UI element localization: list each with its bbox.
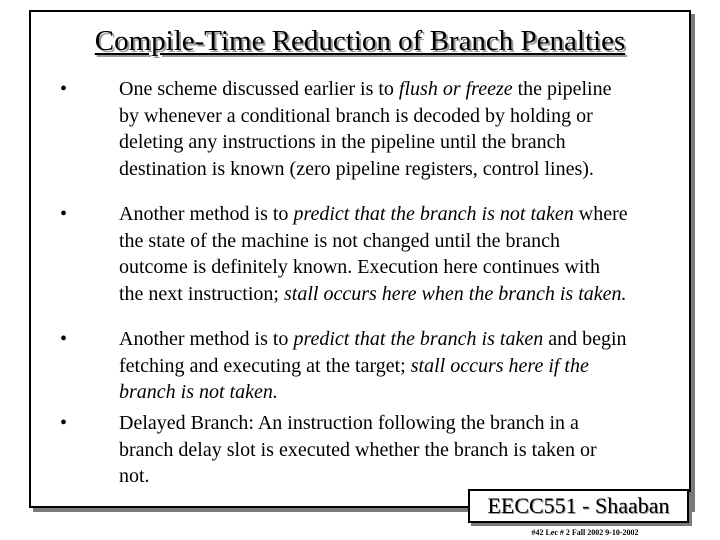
plain-text: not.	[119, 465, 150, 487]
plain-text: the state of the machine is not changed until the branch	[119, 229, 560, 252]
bullet-line	[119, 326, 690, 353]
emphasis-text: predict that the branch is not taken	[293, 203, 574, 225]
plain-text: by whenever a conditional branch is decoded by holding or	[119, 104, 593, 127]
course-footer-box: EECC551 - Shaaban	[468, 489, 689, 523]
bullet-dot: •	[60, 412, 68, 434]
plain-text: One scheme discussed earlier is to	[119, 78, 399, 100]
plain-text: fetching and executing at the target;	[119, 354, 411, 377]
bullet-line	[119, 437, 690, 464]
lecture-note: #42 Lec # 2 Fall 2002 9-10-2002	[531, 528, 639, 537]
bullet-line	[119, 410, 690, 437]
slide-frame	[29, 10, 691, 508]
bullet-flush-freeze	[60, 76, 690, 182]
bullet-line	[119, 353, 690, 380]
bullet-line	[119, 379, 690, 406]
slide-title: Compile-Time Reduction of Branch Penalties	[94, 25, 626, 57]
plain-text: the pipeline	[512, 78, 612, 100]
bullet-line	[119, 463, 690, 490]
plain-text: the next instruction;	[119, 282, 284, 305]
bullet-dot: •	[60, 328, 68, 350]
bullet-text	[60, 410, 690, 490]
bullet-line	[119, 201, 690, 228]
emphasis-text: stall occurs here if the	[410, 354, 589, 377]
bullet-delayed-branch	[60, 410, 690, 490]
bullet-text	[60, 201, 690, 307]
bullet-line	[119, 281, 690, 308]
emphasis-text: predict that the branch is taken	[293, 328, 544, 350]
bullet-line	[119, 76, 690, 103]
bullet-dot: •	[60, 203, 68, 225]
plain-text: Delayed Branch: An instruction following the branch in a	[119, 412, 579, 434]
plain-text: destination is known (zero pipeline registers, control lines).	[119, 157, 594, 180]
emphasis-text: stall occurs here when the branch is taken.	[283, 282, 627, 305]
bullet-line	[119, 254, 690, 281]
plain-text: Another method is to	[119, 328, 294, 350]
plain-text: where	[573, 203, 628, 225]
bullet-line	[119, 156, 690, 183]
bullet-text	[60, 76, 690, 182]
plain-text: deleting any instructions in the pipeline until the branch	[119, 131, 566, 153]
plain-text: Another method is to	[119, 203, 294, 225]
bullet-predict-taken	[60, 326, 690, 406]
plain-text: branch delay slot is executed whether the branch is taken or	[119, 438, 597, 461]
bullet-text	[60, 326, 690, 406]
bullet-line	[119, 228, 690, 255]
plain-text: and begin	[543, 328, 627, 350]
bullet-predict-not-taken	[60, 201, 690, 307]
plain-text: outcome is definitely known. Execution here continues with	[119, 256, 600, 278]
bullet-dot: •	[60, 78, 68, 100]
bullet-line	[119, 103, 690, 130]
emphasis-text: branch is not taken.	[119, 381, 278, 403]
bullet-line	[119, 129, 690, 156]
emphasis-text: flush or freeze	[398, 78, 513, 100]
